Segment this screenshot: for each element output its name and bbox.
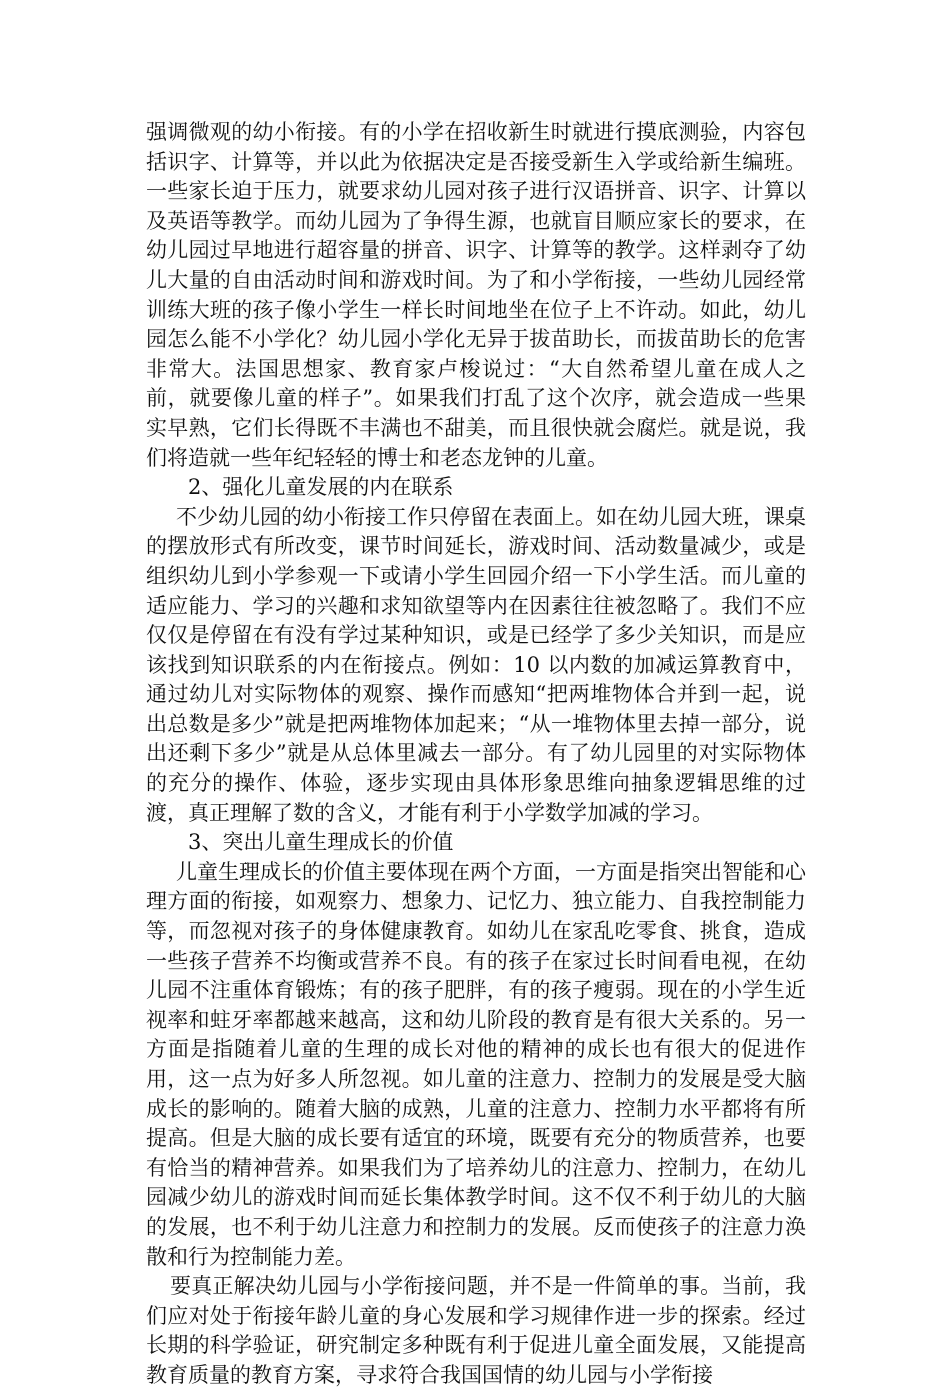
document-page <box>146 118 806 1391</box>
paragraph-conclusion: 要真正解决幼儿园与小学衔接问题，并不是一件简单的事。当前，我们应对处于衔接年龄儿童的身心发展和学习规律作进一步的探索。经过长期的科学验证，研究制定多种既有利于促进儿童全面发展，又能提高教育质量的教育方案，寻求符合我国国情的幼儿园与小学衔接 <box>146 1274 806 1387</box>
paragraph-physical-growth: 儿童生理成长的价值主要体现在两个方面，一方面是指突出智能和心理方面的衔接，如观察力、想象力、记忆力、独立能力、自我控制能力等，而忽视对孩子的身体健康教育。如幼儿在家乱吃零食、挑食，造成一些孩子营养不均衡或营养不良。有的孩子在家过长时间看电视，在幼儿园不注重体育锻炼；有的孩子肥胖，有的孩子瘦弱。现在的小学生近视率和蛀牙率都越来越高，这和幼儿阶段的教育是有很大关系的。另一方面是指随着儿童的生理的成长对他的精神的成长也有很大的促进作用，这一点为好多人所忽视。如儿童的注意力、控制力的发展是受大脑成长的影响的。随着大脑的成熟，儿童的注意力、控制力水平都将有所提高。但是大脑的成长要有适宜的环境，既要有充分的物质营养，也要有恰当的精神营养。如果我们为了培养幼儿的注意力、控制力，在幼儿园减少幼儿的游戏时间而延长集体教学时间。这不仅不利于幼儿的大脑的发展，也不利于幼儿注意力和控制力的发展。反而使孩子的注意力涣散和行为控制能力差。 <box>146 859 806 1269</box>
section-heading-3: 3、突出儿童生理成长的价值 <box>188 830 454 855</box>
section-heading-2: 2、强化儿童发展的内在联系 <box>188 475 454 500</box>
paragraph-early-schooling: 强调微观的幼小衔接。有的小学在招收新生时就进行摸底测验，内容包括识字、计算等，并以此为依据决定是否接受新生入学或给新生编班。一些家长迫于压力，就要求幼儿园对孩子进行汉语拼音、识字、计算以及英语等教学。而幼儿园为了争得生源，也就盲目顺应家长的要求，在幼儿园过早地进行超容量的拼音、识字、计算等的教学。这样剥夺了幼儿大量的自由活动时间和游戏时间。为了和小学衔接，一些幼儿园经常训练大班的孩子像小学生一样长时间地坐在位子上不许动。如此，幼儿园怎么能不小学化？幼儿园小学化无异于拔苗助长，而拔苗助长的危害非常大。法国思想家、教育家卢梭说过：“大自然希望儿童在成人之前，就要像儿童的样子”。如果我们打乱了这个次序，就会造成一些果实早熟，它们长得既不丰满也不甜美，而且很快就会腐烂。就是说，我们将造就一些年纪轻轻的博士和老态龙钟的儿童。 <box>146 120 806 470</box>
paragraph-internal-connection: 不少幼儿园的幼小衔接工作只停留在表面上。如在幼儿园大班，课桌的摆放形式有所改变，课节时间延长，游戏时间、活动数量减少，或是组织幼儿到小学参观一下或请小学生回园介绍一下小学生活。而儿童的适应能力、学习的兴趣和求知欲望等内在因素往往被忽略了。我们不应仅仅是停留在有没有学过某种知识，或是已经学了多少关知识，而是应该找到知识联系的内在衔接点。例如：10 以内数的加减运算教育中，通过幼儿对实际物体的观察、操作而感知“把两堆物体合并到一起，说出总数是多少”就是把两堆物体加起来；“从一堆物体里去掉一部分，说出还剩下多少”就是从总体里减去一部分。有了幼儿园里的对实际物体的充分的操作、体验，逐步实现由具体形象思维向抽象逻辑思维的过渡，真正理解了数的含义，才能有利于小学数学加减的学习。 <box>146 504 806 825</box>
